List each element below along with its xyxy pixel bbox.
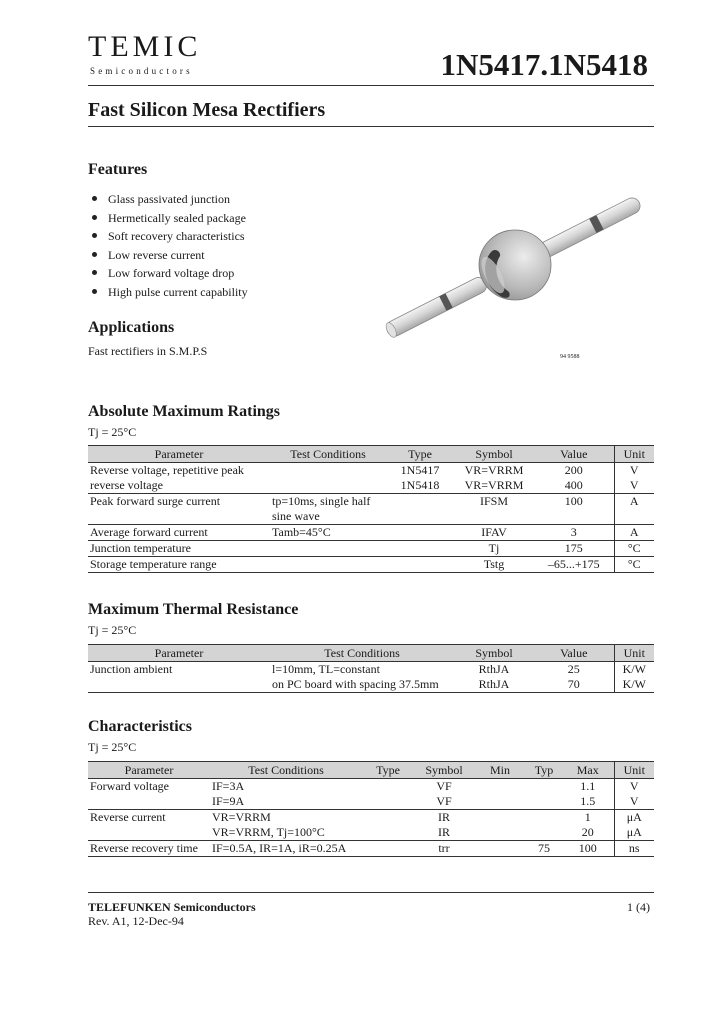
column-header: Unit bbox=[614, 762, 654, 779]
table-cell: VR=VRRM bbox=[454, 478, 534, 494]
table-header-row bbox=[88, 446, 654, 463]
table-cell: 1N5417 bbox=[400, 463, 440, 477]
bullet-icon bbox=[92, 270, 97, 275]
table-cell: VR=VRRM, Tj=100°C bbox=[210, 825, 362, 841]
column-header: Test Conditions bbox=[210, 762, 362, 779]
features-list bbox=[92, 190, 248, 302]
table-cell bbox=[526, 810, 562, 826]
table-cell: IR bbox=[414, 825, 474, 841]
table-cell: 1N5418 bbox=[386, 478, 454, 494]
diode-body bbox=[384, 195, 643, 339]
footer-revision: Rev. A1, 12-Dec-94 bbox=[88, 914, 184, 928]
table-cell: V bbox=[614, 794, 654, 810]
abs-max-condition: Tj = 25°C bbox=[88, 425, 137, 439]
column-header: Typ bbox=[526, 762, 562, 779]
feature-item bbox=[92, 209, 248, 228]
table-cell: 1.5 bbox=[562, 794, 614, 810]
table-cell bbox=[474, 794, 526, 810]
table-cell: RthJA bbox=[454, 677, 534, 693]
column-header: Type bbox=[386, 446, 454, 463]
table-row bbox=[88, 779, 654, 795]
table-cell bbox=[386, 494, 454, 525]
table-cell: K/W bbox=[614, 662, 654, 678]
table-cell: V bbox=[614, 478, 654, 494]
table-cell bbox=[362, 841, 414, 857]
table-cell: VR=VRRM bbox=[212, 810, 271, 824]
table-cell: °C bbox=[614, 541, 654, 557]
feature-text: Low forward voltage drop bbox=[108, 266, 235, 281]
column-header: Symbol bbox=[454, 645, 534, 662]
table-cell: VR=VRRM bbox=[464, 463, 524, 477]
table-cell bbox=[474, 810, 526, 826]
bullet-icon bbox=[92, 196, 97, 201]
table-cell: 3 bbox=[534, 525, 614, 541]
table-cell: 20 bbox=[562, 825, 614, 841]
table-cell: A bbox=[614, 525, 654, 541]
table-cell: Tj bbox=[454, 541, 534, 557]
table-row bbox=[88, 810, 654, 826]
table-header-row bbox=[88, 645, 654, 662]
feature-text: Glass passivated junction bbox=[108, 192, 230, 206]
table-cell bbox=[362, 779, 414, 795]
footer-divider bbox=[88, 892, 654, 893]
table-cell: A bbox=[614, 494, 654, 525]
table-cell: Peak forward surge current bbox=[88, 494, 270, 525]
column-header: Min bbox=[474, 762, 526, 779]
column-header: Unit bbox=[614, 446, 654, 463]
figure-code: 94 9588 bbox=[560, 354, 580, 360]
table-cell bbox=[270, 541, 386, 557]
thermal-condition: Tj = 25°C bbox=[88, 623, 137, 637]
table-cell: 200 bbox=[564, 463, 583, 477]
table-cell: on PC board with spacing 37.5mm bbox=[270, 677, 454, 693]
table-cell bbox=[270, 557, 386, 573]
feature-item bbox=[92, 283, 248, 302]
table-cell: 100 bbox=[562, 841, 614, 857]
table-cell bbox=[526, 825, 562, 841]
company-logo-subtitle: Semiconductors bbox=[90, 66, 193, 76]
header-divider bbox=[88, 85, 654, 86]
column-header: Test Conditions bbox=[270, 645, 454, 662]
table-cell: IF=0.5A, IR=1A, iR=0.25A bbox=[210, 841, 362, 857]
table-header-row bbox=[88, 762, 654, 779]
table-cell: Junction temperature bbox=[88, 541, 270, 557]
feature-item bbox=[92, 190, 248, 209]
table-cell: Junction ambient bbox=[88, 662, 270, 693]
table-cell: 70 bbox=[534, 677, 614, 693]
table-cell: 1 bbox=[584, 810, 591, 824]
table-cell: –65...+175 bbox=[534, 557, 614, 573]
table-row bbox=[88, 494, 654, 525]
feature-text: Hermetically sealed package bbox=[108, 210, 246, 225]
diode-package-figure bbox=[380, 185, 660, 360]
characteristics-table bbox=[88, 761, 654, 857]
table-cell: μA bbox=[614, 810, 654, 826]
table-cell: Forward voltage bbox=[88, 779, 210, 810]
column-header: Value bbox=[534, 645, 614, 662]
feature-item bbox=[92, 246, 248, 265]
table-row bbox=[88, 662, 654, 678]
table-cell: VF bbox=[436, 779, 452, 793]
table-cell: VF bbox=[414, 794, 474, 810]
table-cell bbox=[474, 841, 526, 857]
table-cell: ns bbox=[614, 841, 654, 857]
table-cell: V bbox=[614, 779, 654, 795]
table-cell: 1.1 bbox=[580, 779, 596, 793]
table-cell bbox=[386, 541, 454, 557]
table-cell: tp=10ms, single half sine wave bbox=[270, 494, 386, 525]
table-row bbox=[88, 841, 654, 857]
column-header: Parameter bbox=[88, 762, 210, 779]
table-row bbox=[88, 463, 654, 479]
column-header: Value bbox=[534, 446, 614, 463]
column-header: Type bbox=[362, 762, 414, 779]
table-cell: 75 bbox=[526, 841, 562, 857]
table-cell bbox=[362, 825, 414, 841]
table-cell bbox=[526, 779, 562, 795]
table-cell bbox=[386, 557, 454, 573]
table-row bbox=[88, 525, 654, 541]
abs-max-heading: Absolute Maximum Ratings bbox=[88, 403, 281, 420]
table-cell bbox=[362, 794, 414, 810]
thermal-heading: Maximum Thermal Resistance bbox=[88, 601, 299, 618]
table-cell: μA bbox=[614, 825, 654, 841]
company-logo: TEMIC bbox=[88, 30, 202, 63]
table-cell: l=10mm, TL=constant bbox=[272, 662, 380, 676]
table-cell: 25 bbox=[567, 662, 580, 676]
table-cell: Reverse recovery time bbox=[88, 841, 210, 857]
characteristics-heading: Characteristics bbox=[88, 718, 192, 735]
table-cell: Tamb=45°C bbox=[270, 525, 386, 541]
table-cell: V bbox=[614, 463, 654, 479]
column-header: Symbol bbox=[414, 762, 474, 779]
table-cell: Reverse current bbox=[88, 810, 210, 841]
table-cell: RthJA bbox=[478, 662, 510, 676]
column-header: Parameter bbox=[88, 645, 270, 662]
table-cell bbox=[270, 463, 386, 494]
table-cell: 400 bbox=[534, 478, 614, 494]
feature-item bbox=[92, 227, 248, 246]
column-header: Max bbox=[562, 762, 614, 779]
column-header: Parameter bbox=[88, 446, 270, 463]
features-heading: Features bbox=[88, 161, 148, 178]
table-cell: °C bbox=[614, 557, 654, 573]
table-cell: IFAV bbox=[454, 525, 534, 541]
table-row bbox=[88, 557, 654, 573]
table-cell: IFSM bbox=[454, 494, 534, 525]
table-row bbox=[88, 541, 654, 557]
table-cell bbox=[386, 525, 454, 541]
table-cell: trr bbox=[414, 841, 474, 857]
applications-text: Fast rectifiers in S.M.P.S bbox=[88, 344, 208, 358]
column-header: Test Conditions bbox=[270, 446, 386, 463]
table-cell: Storage temperature range bbox=[88, 557, 270, 573]
bullet-icon bbox=[92, 252, 97, 257]
table-cell: Average forward current bbox=[88, 525, 270, 541]
table-cell: K/W bbox=[614, 677, 654, 693]
footer-company: TELEFUNKEN Semiconductors bbox=[88, 900, 256, 914]
table-cell: IF=9A bbox=[210, 794, 362, 810]
feature-item bbox=[92, 264, 248, 283]
document-title: Fast Silicon Mesa Rectifiers bbox=[88, 99, 326, 121]
table-cell: Tstg bbox=[454, 557, 534, 573]
column-header: Symbol bbox=[454, 446, 534, 463]
thermal-table bbox=[88, 644, 654, 693]
bullet-icon bbox=[92, 215, 97, 220]
applications-heading: Applications bbox=[88, 319, 175, 336]
title-divider bbox=[88, 126, 654, 127]
table-cell: IF=3A bbox=[212, 779, 245, 793]
bullet-icon bbox=[92, 233, 97, 238]
part-number: 1N5417.1N5418 bbox=[440, 47, 648, 82]
abs-max-table bbox=[88, 445, 654, 573]
page-number: 1 (4) bbox=[627, 900, 650, 914]
characteristics-condition: Tj = 25°C bbox=[88, 740, 137, 754]
feature-text: Low reverse current bbox=[108, 247, 205, 262]
feature-text: High pulse current capability bbox=[108, 284, 248, 299]
table-cell: IR bbox=[438, 810, 450, 824]
feature-text: Soft recovery characteristics bbox=[108, 229, 245, 244]
table-cell bbox=[526, 794, 562, 810]
column-header: Unit bbox=[614, 645, 654, 662]
table-cell: 100 bbox=[534, 494, 614, 525]
table-cell: 175 bbox=[534, 541, 614, 557]
table-cell bbox=[474, 825, 526, 841]
bullet-icon bbox=[92, 289, 97, 294]
table-cell bbox=[474, 779, 526, 795]
table-cell bbox=[362, 810, 414, 826]
table-cell: Reverse voltage, repetitive peak reverse voltage bbox=[88, 463, 270, 494]
